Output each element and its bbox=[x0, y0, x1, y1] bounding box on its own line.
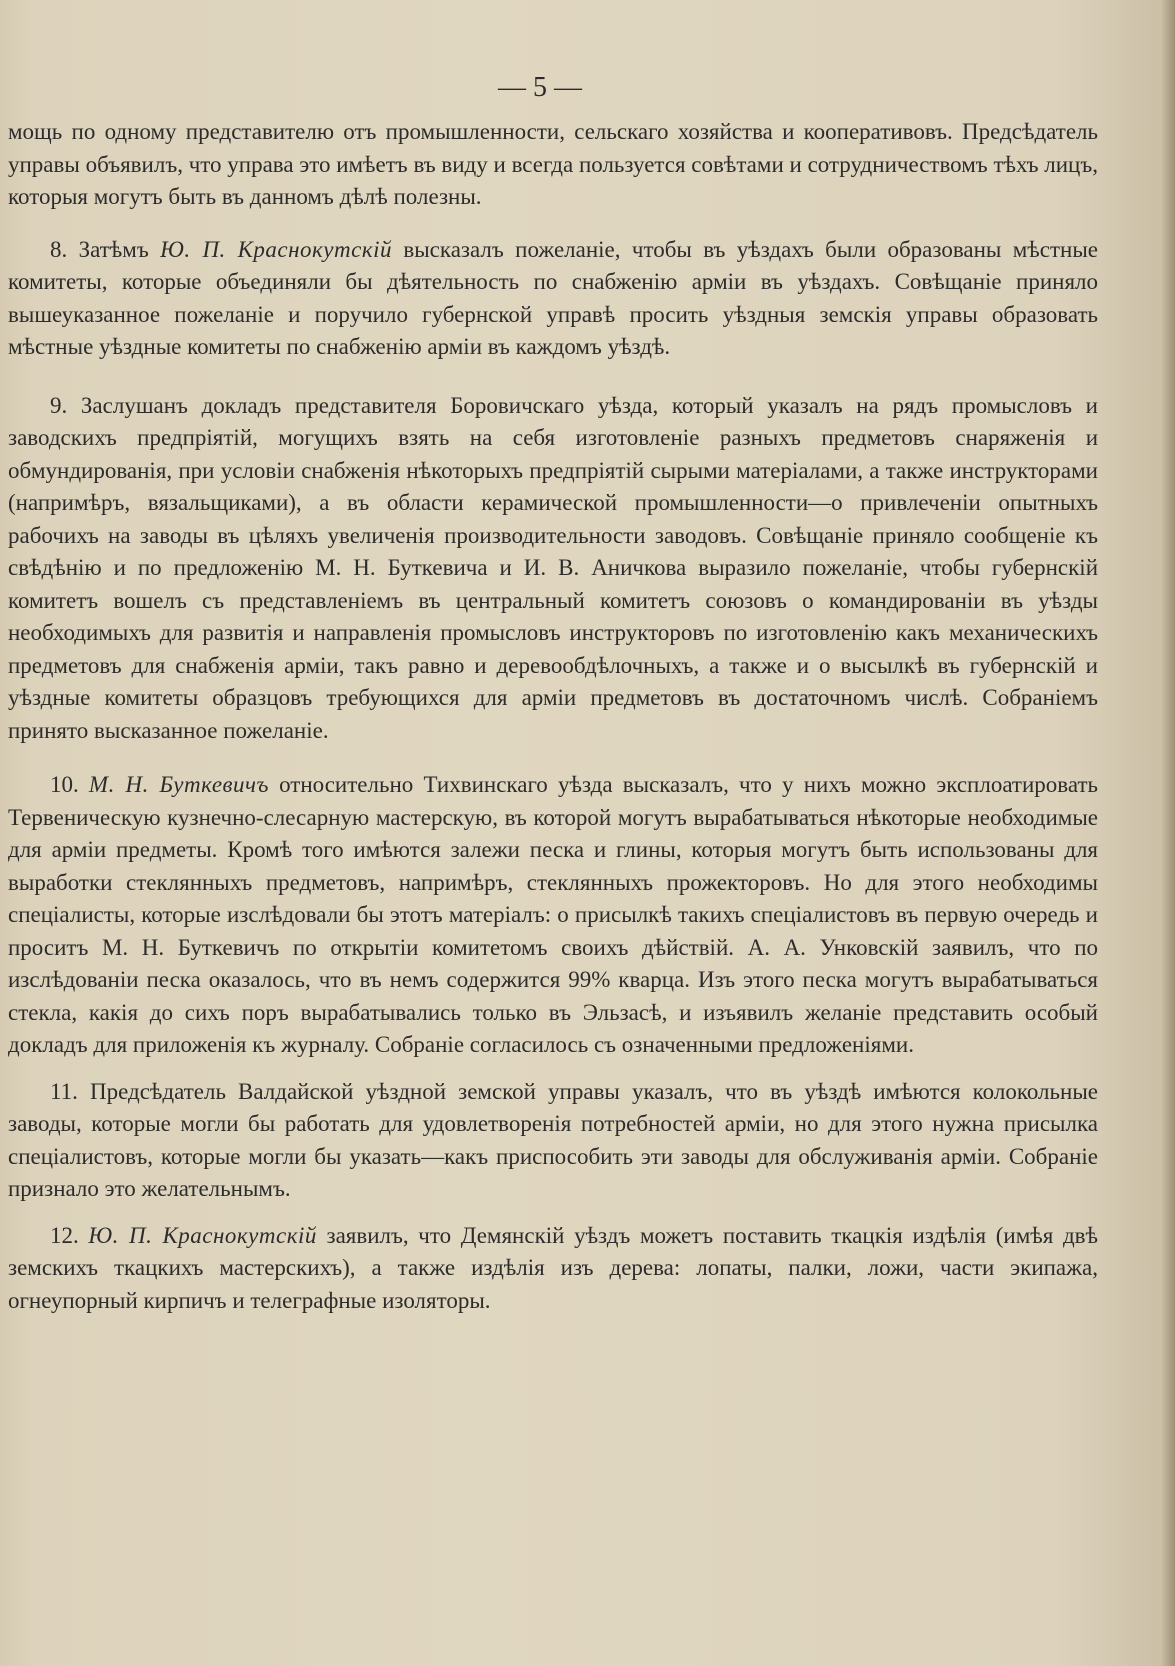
paragraph-text: Заслушанъ докладъ представителя Боровичскаго уѣзда, который указалъ на рядъ промысловъ и заводскихъ предпріятій, могущихъ взять на себя изготовленіе разныхъ предметовъ снаряженія и обмундированія, при условіи снабженія нѣкоторыхъ предпріятій сырыми матеріалами, а также инструкторами (напримѣръ, вязальщиками), а въ области керамической промышленности—о привлеченіи опытныхъ рабочихъ на заводы въ цѣляхъ увеличенія производительности заводовъ. Совѣщаніе приняло сообщеніе къ свѣдѣнію и по предложенію М. Н. Буткевича и И. В. Аничкова выразило пожеланіе, чтобы губернскій комитетъ вошелъ съ представленіемъ въ центральный комитетъ союзовъ о командированіи въ уѣзды необходимыхъ для развитія и направленія промысловъ инструкторовъ по изготовленію какъ механическихъ предметовъ для снабженія арміи, такъ равно и деревообдѣлочныхъ, а также и о высылкѣ въ губернскій и уѣздные комитеты образцовъ требующихся для арміи предметовъ въ достаточномъ числѣ. Собраніемъ принято высказанное пожеланіе. bbox=[8, 392, 1098, 743]
paragraph-lead: Затѣмъ bbox=[78, 236, 149, 262]
document-body bbox=[0, 116, 1108, 1317]
paragraph-9 bbox=[8, 390, 1098, 748]
paragraph-text: заявилъ, что Демянскій уѣздъ можетъ поставить ткацкія издѣлія (имѣя двѣ земскихъ ткацкихъ мастерскихъ), а также издѣлія изъ дерева: лопаты, палки, ложи, части экипажа, огнеупорный кирпичъ и телеграфные изоляторы. bbox=[8, 1222, 1098, 1313]
page-number: — 5 — bbox=[498, 72, 582, 103]
paragraph-8 bbox=[8, 234, 1098, 364]
paragraph-continued bbox=[8, 116, 1098, 214]
paragraph-text: мощь по одному представителю отъ промышленности, сельскаго хозяйства и кооперативовъ. Предсѣдатель управы объявилъ, что управа это имѣетъ въ виду и всегда пользуется совѣтами и сотрудничествомъ тѣхъ лицъ, которыя могутъ быть въ данномъ дѣлѣ полезны. bbox=[8, 119, 1098, 209]
person-name: Ю. П. Краснокутскій bbox=[160, 236, 392, 262]
paragraph-number: 11. bbox=[50, 1078, 78, 1104]
paragraph-text: высказалъ пожеланіе, чтобы въ уѣздахъ были образованы мѣстные комитеты, которые объединяли бы дѣятельность по снабженію арміи въ уѣздахъ. Совѣщаніе приняло вышеуказанное пожеланіе и поручило губернской управѣ просить уѣздныя земскія управы образовать мѣстные уѣздные комитеты по снабженію арміи въ каждомъ уѣздѣ. bbox=[8, 236, 1099, 359]
person-name: М. Н. Буткевичъ bbox=[88, 772, 269, 797]
person-name: Ю. П. Краснокутскій bbox=[88, 1222, 317, 1248]
paragraph-number: 12. bbox=[50, 1222, 79, 1248]
page-edge-shadow bbox=[1161, 0, 1175, 1666]
paragraph-10 bbox=[8, 769, 1098, 1062]
paragraph-text: относительно Тихвинскаго уѣзда высказалъ, что у нихъ можно эксплоатировать Тервеническую кузнечно-слесарную мастерскую, въ которой могутъ вырабатываться нѣкоторые необходимые для арміи предметы. Кромѣ того имѣются залежи песка и глины, которыя могутъ быть использованы для выработки стеклянныхъ предметовъ, напримѣръ, стеклянныхъ прожекторовъ. Но для этого необходимы спеціалисты, которые изслѣдовали бы этотъ матеріалъ: о присылкѣ такихъ спеціалистовъ въ первую очередь и проситъ М. Н. Буткевичъ по открытіи комитетомъ своихъ дѣйствій. А. А. Унковскій заявилъ, что по изслѣдованіи песка оказалось, что въ немъ содержится 99% кварца. Изъ этого песка могутъ вырабатываться стекла, какія до сихъ поръ вырабатывались только въ Эльзасѣ, и изъявилъ желаніе представить особый докладъ для приложенія къ журналу. Собраніе согласилось съ означенными предложеніями. bbox=[8, 772, 1098, 1057]
paragraph-number: 10. bbox=[50, 772, 79, 797]
paragraph-12 bbox=[8, 1220, 1098, 1318]
paragraph-11 bbox=[8, 1076, 1098, 1206]
paragraph-number: 8. bbox=[50, 236, 68, 262]
paragraph-text: Предсѣдатель Валдайской уѣздной земской управы указалъ, что въ уѣздѣ имѣются колокольные заводы, которые могли бы работать для удовлетворенія потребностей арміи, но для этого нужна присылка спеціалистовъ, которые могли бы указать—какъ приспособить эти заводы для обслуживанія арміи. Собраніе признало это желательнымъ. bbox=[8, 1078, 1098, 1201]
paragraph-number: 9. bbox=[50, 392, 68, 418]
